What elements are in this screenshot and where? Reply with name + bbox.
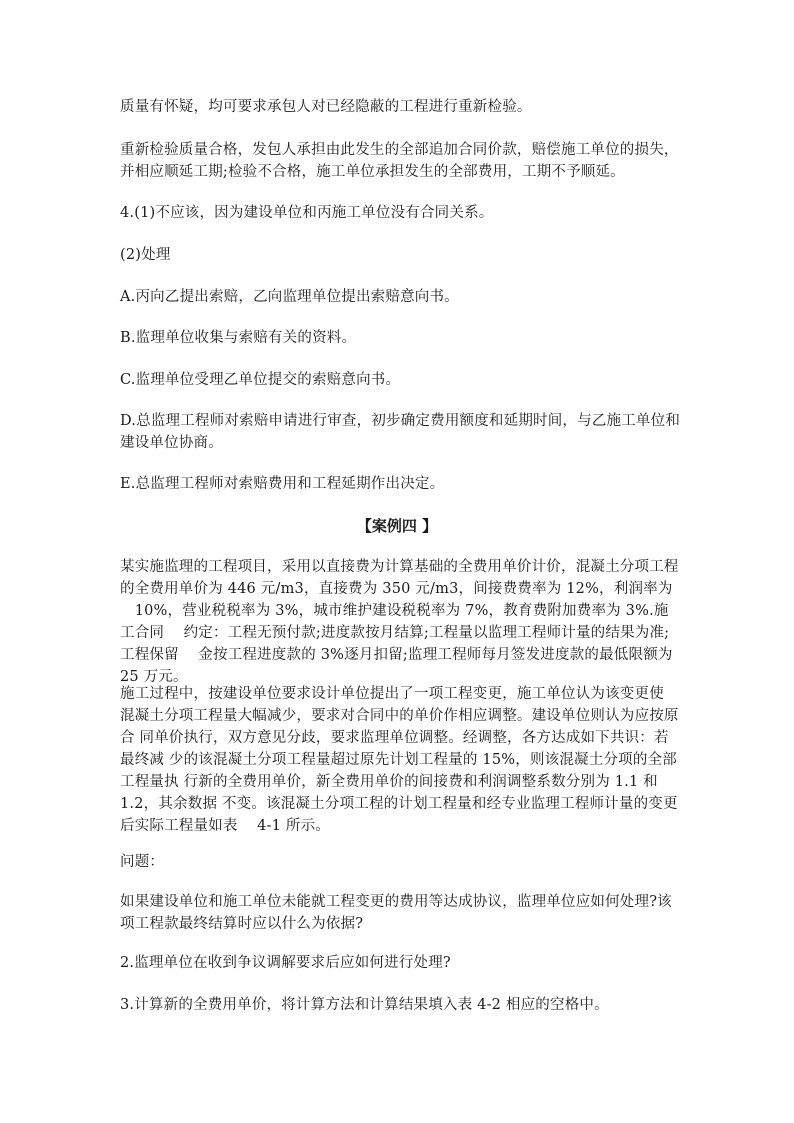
paragraph-reinspection: 重新检验质量合格，发包人承担由此发生的全部追加合同价款，赔偿施工单位的损失，并相应顺延工期;检验不合格，施工单位承担发生的全部费用，工期不予顺延。 [120, 142, 679, 180]
paragraph-answer-4-1: 4.(1)不应该，因为建设单位和丙施工单位没有合同关系。 [120, 205, 494, 221]
case-change-description: 施工过程中，按建设单位要求设计单位提出了一项工程变更，施工单位认为该变更使 混凝土分项工程量大幅减少，要求对合同中的单价作相应调整。建设单位则认为应按原合 同单价执行，双方意见分歧，要求监理单位调整。经调整，各方达成如下共识：若最终减 少的该混凝土分项工程量超过原先计划工程量的 15%，则该混凝土分项的全部工程量执 行新的全费用单价，新全费用单价的间接费和利润调整系数分别为 1.1 和 1.2，其余数据 不变。该混凝土分项工程的计划工程量和经专业监理工程师计量的变更后实际工程量如表 4-1 所示。 [120, 686, 679, 834]
question-1: 如果建设单位和施工单位未能就工程变更的费用等达成协议，监理单位应如何处理?该项工程款最终结算时应以什么为依据? [120, 894, 672, 932]
paragraph-answer-4-2: (2)处理 [120, 247, 171, 263]
list-item-d: D.总监理工程师对索赔申请进行审查，初步确定费用额度和延期时间，与乙施工单位和建设单位协商。 [120, 413, 681, 451]
questions-heading: 问题： [120, 854, 165, 870]
question-3: 3.计算新的全费用单价，将计算方法和计算结果填入表 4-2 相应的空格中。 [120, 997, 609, 1013]
list-item-a: A.丙向乙提出索赔，乙向监理单位提出索赔意向书。 [120, 289, 459, 305]
list-item-c: C.监理单位受理乙单位提交的索赔意向书。 [120, 372, 401, 388]
case-description: 某实施监理的工程项目，采用以直接费为计算基础的全费用单价计价，混凝土分项工程的全费用单价为 446 元/m3，直接费为 350 元/m3，间接费费率为 12%，利润率为 10%，营业税税率为 3%，城市维护建设税税率为 7%，教育费附加费率为 3%.施工合同 约定：工程无预付款;进度款按月结算;工程量以监理工程师计量的结果为准;工程保留 金按工程进度款的 3%逐月扣留;监理工程师每月签发进度款的最低限额为 25 万元。 [120, 559, 679, 685]
paragraph-hidden-work: 质量有怀疑，均可要求承包人对已经隐蔽的工程进行重新检验。 [120, 99, 532, 115]
list-item-e: E.总监理工程师对索赔费用和工程延期作出决定。 [120, 476, 445, 492]
list-item-b: B.监理单位收集与索赔有关的资料。 [120, 330, 357, 346]
section-title: 【案例四 】 [356, 517, 438, 535]
question-2: 2.监理单位在收到争议调解要求后应如何进行处理? [120, 955, 451, 971]
